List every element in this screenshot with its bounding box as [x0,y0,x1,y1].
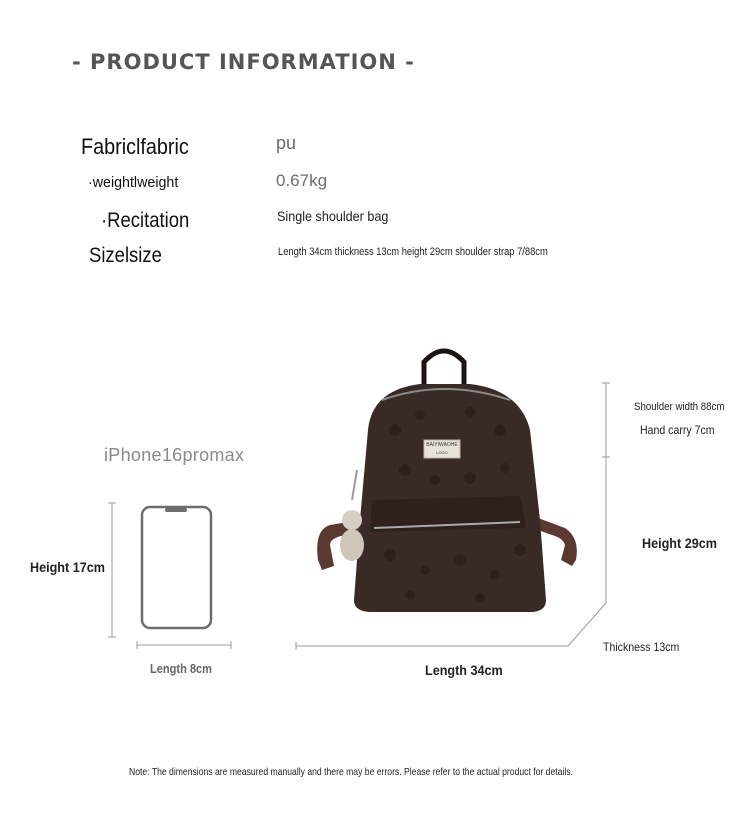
backpack-image [317,351,577,612]
spec-label-weight: ·weightlweight [88,174,179,191]
phone-length-label: Length 8cm [150,661,213,676]
brand-plate-line1: BAIYIWAOHE [426,442,458,448]
spec-value-recitation: Single shoulder bag [277,208,389,224]
brand-plate-line2: LOGO [436,450,448,455]
spec-label-size: Sizelsize [89,244,162,267]
spec-label-fabric: Fabriclfabric [81,134,189,159]
bag-length-label: Length 34cm [425,662,503,678]
bag-height-label: Height 29cm [642,535,717,551]
spec-label-recitation: ·Recitation [101,209,190,232]
phone-length-guide [137,641,231,649]
phone-height-guide [108,503,116,637]
bag-thickness-label: Thickness 13cm [603,640,680,654]
spec-value-size: Length 34cm thickness 13cm height 29cm shoulder strap 7/88cm [278,246,548,258]
bag-hand-carry-label: Hand carry 7cm [640,423,715,437]
spec-value-fabric: pu [276,133,297,153]
phone-height-label: Height 17cm [30,559,105,575]
disclaimer-note: Note: The dimensions are measured manually and there may be errors. Please refer to the actual product for details. [129,766,573,778]
spec-value-weight: 0.67kg [276,171,328,190]
bear-charm-icon [340,470,364,561]
phone-model-label: iPhone16promax [104,445,245,465]
bag-shoulder-width-label: Shoulder width 88cm [634,401,725,413]
section-title: - PRODUCT INFORMATION - [72,50,415,74]
phone-outline-icon [142,507,211,628]
